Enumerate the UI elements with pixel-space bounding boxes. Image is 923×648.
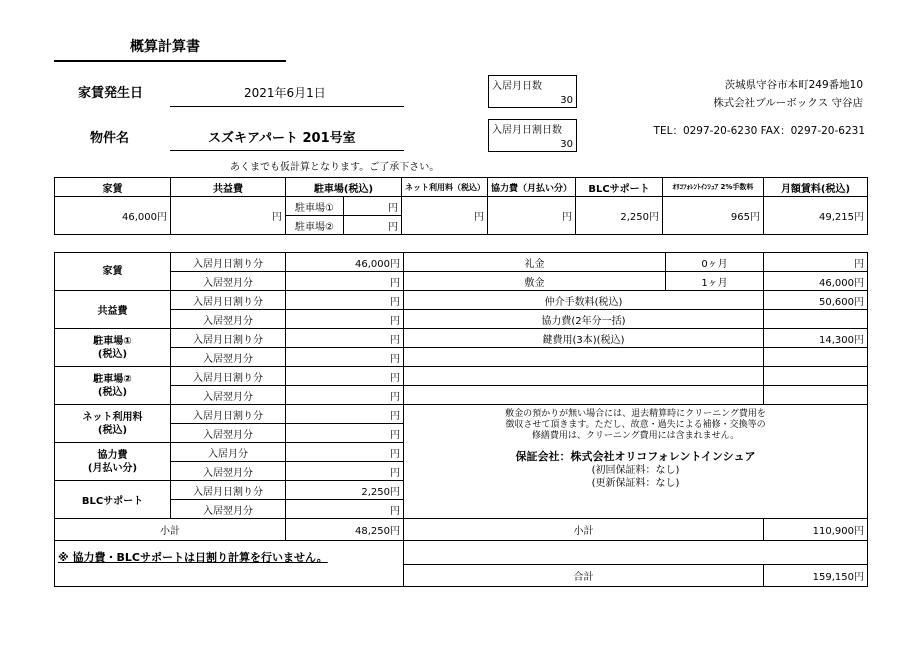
guarantor-initial: (初回保証料：なし) xyxy=(591,465,680,476)
coop-next-label: 入居翌月分 xyxy=(171,462,286,481)
header-blc: BLCサポート xyxy=(576,178,663,197)
coop-month-value: 円 xyxy=(286,443,404,462)
common-next-label: 入居翌月分 xyxy=(171,310,286,329)
rent-next-label: 入居翌月分 xyxy=(171,272,286,291)
common-next-value: 円 xyxy=(286,310,404,329)
key-money-months: 0ヶ月 xyxy=(666,253,764,272)
move-in-days-label: 入居月日数 xyxy=(492,81,542,92)
guarantor-name: 保証会社：株式会社オリコフォレントインシュア xyxy=(515,450,756,463)
blc-next-label: 入居翌月分 xyxy=(171,500,286,519)
rent-label: 家賃 xyxy=(55,253,171,291)
property-underline xyxy=(170,150,404,151)
monthly-table xyxy=(54,177,868,235)
p1-prorate-label: 入居月日割り分 xyxy=(171,329,286,348)
common-prorate-label: 入居月日割り分 xyxy=(171,291,286,310)
net-row-label: ネット利用料 (税込) xyxy=(55,405,171,443)
header-coop: 協力費（月払い分） xyxy=(488,178,576,197)
guarantor-renewal: (更新保証料：なし) xyxy=(591,478,680,489)
blank-cell xyxy=(764,348,868,367)
header-net: ネット利用料（税込） xyxy=(402,178,488,197)
monthly-blc: 2,250円 xyxy=(576,197,663,235)
blc-next-value: 円 xyxy=(286,500,404,519)
parking2-label: 駐車場② xyxy=(286,216,344,235)
header-total: 月額賃料(税込) xyxy=(764,178,868,197)
key-money-label: 礼金 xyxy=(404,253,666,272)
monthly-common: 円 xyxy=(171,197,286,235)
header-rent: 家賃 xyxy=(55,178,171,197)
footnote-cell xyxy=(55,541,404,587)
net-next-label: 入居翌月分 xyxy=(171,424,286,443)
p2-next-label: 入居翌月分 xyxy=(171,386,286,405)
blc-prorate-label: 入居月日割り分 xyxy=(171,481,286,500)
blc-row-label: BLCサポート xyxy=(55,481,171,519)
header-parking: 駐車場(税込) xyxy=(286,178,402,197)
key-fee-label: 鍵費用(3本)(税込) xyxy=(404,329,764,348)
move-in-days-value: 30 xyxy=(560,95,573,106)
net-next-value: 円 xyxy=(286,424,404,443)
common-prorate-value: 円 xyxy=(286,291,404,310)
prorate-days-label: 入居月日割日数 xyxy=(492,125,562,136)
grand-total-label: 合計 xyxy=(404,565,764,587)
blank-cell xyxy=(404,367,764,386)
blank-cell xyxy=(764,367,868,386)
blank-cell xyxy=(404,386,764,405)
broker-value: 50,600円 xyxy=(764,291,868,310)
company-contact: TEL：0297-20-6230 FAX：0297-20-6231 xyxy=(653,125,865,137)
grand-total-value: 159,150円 xyxy=(764,565,868,587)
rent-start-value: 2021年6月1日 xyxy=(244,86,326,100)
move-in-days-box xyxy=(488,75,577,108)
parking1-label: 駐車場① xyxy=(286,197,344,216)
net-prorate-label: 入居月日割り分 xyxy=(171,405,286,424)
title-underline xyxy=(54,60,286,62)
p2-next-value: 円 xyxy=(286,386,404,405)
p1-next-value: 円 xyxy=(286,348,404,367)
deposit-value: 46,000円 xyxy=(764,272,868,291)
key-fee-value: 14,300円 xyxy=(764,329,868,348)
net-prorate-value: 円 xyxy=(286,405,404,424)
header-guarantee: ｵﾘｺﾌｫﾚﾝﾄｲﾝｼｭｱ 2%手数料 xyxy=(663,178,764,197)
key-money-value: 円 xyxy=(764,253,868,272)
coop-lump-label: 協力費(2年分一括) xyxy=(404,310,764,329)
rent-start-underline xyxy=(170,106,404,107)
right-subtotal-value: 110,900円 xyxy=(764,519,868,541)
monthly-parking1: 円 xyxy=(344,197,402,216)
p1-prorate-value: 円 xyxy=(286,329,404,348)
blc-prorate-value: 2,250円 xyxy=(286,481,404,500)
company-address: 茨城県守谷市本町249番地10 xyxy=(724,79,863,91)
coop-month-label: 入居月分 xyxy=(171,443,286,462)
right-subtotal-label: 小計 xyxy=(404,519,764,541)
footnote: ※ 協力費・BLCサポートは日割り計算を行いません。 xyxy=(58,551,328,564)
blank-cell xyxy=(404,348,764,367)
monthly-total: 49,215円 xyxy=(764,197,868,235)
rent-start-label: 家賃発生日 xyxy=(78,86,144,101)
common-label: 共益費 xyxy=(55,291,171,329)
left-subtotal-label: 小計 xyxy=(55,519,286,541)
deposit-months: 1ヶ月 xyxy=(666,272,764,291)
blank-cell xyxy=(404,541,868,565)
header-common: 共益費 xyxy=(171,178,286,197)
deposit-label: 敷金 xyxy=(404,272,666,291)
document-title: 概算計算書 xyxy=(130,39,200,55)
p2-prorate-label: 入居月日割り分 xyxy=(171,367,286,386)
monthly-parking2: 円 xyxy=(344,216,402,235)
prorate-days-box xyxy=(488,119,577,152)
monthly-guarantee: 965円 xyxy=(663,197,764,235)
property-value: スズキアパート 201号室 xyxy=(208,131,356,146)
rent-prorate-value: 46,000円 xyxy=(286,253,404,272)
rent-prorate-label: 入居月日割り分 xyxy=(171,253,286,272)
coop-row-label: 協力費 (月払い分) xyxy=(55,443,171,481)
notes-cell xyxy=(404,405,868,519)
prorate-days-value: 30 xyxy=(560,139,573,150)
company-name: 株式会社ブルーボックス 守谷店 xyxy=(713,97,863,109)
parking1-row-label: 駐車場① (税込) xyxy=(55,329,171,367)
property-label: 物件名 xyxy=(90,131,130,146)
rent-next-value: 円 xyxy=(286,272,404,291)
p1-next-label: 入居翌月分 xyxy=(171,348,286,367)
calc-table xyxy=(54,252,868,587)
parking2-row-label: 駐車場② (税込) xyxy=(55,367,171,405)
p2-prorate-value: 円 xyxy=(286,367,404,386)
blank-cell xyxy=(764,386,868,405)
coop-lump-value xyxy=(764,310,868,329)
monthly-coop: 円 xyxy=(488,197,576,235)
deposit-note: 敷金の預かりが無い場合には、退去精算時にクリーニング費用を 徴収させて頂きます。ただし、故意・過失による補修・交換等の 修繕費用は、クリーニング費用には含まれません。 xyxy=(505,409,766,441)
monthly-net: 円 xyxy=(402,197,488,235)
disclaimer: あくまでも仮計算となります。ご了承下さい。 xyxy=(230,162,440,173)
broker-label: 仲介手数料(税込) xyxy=(404,291,764,310)
coop-next-value: 円 xyxy=(286,462,404,481)
left-subtotal-value: 48,250円 xyxy=(286,519,404,541)
monthly-rent: 46,000円 xyxy=(55,197,171,235)
